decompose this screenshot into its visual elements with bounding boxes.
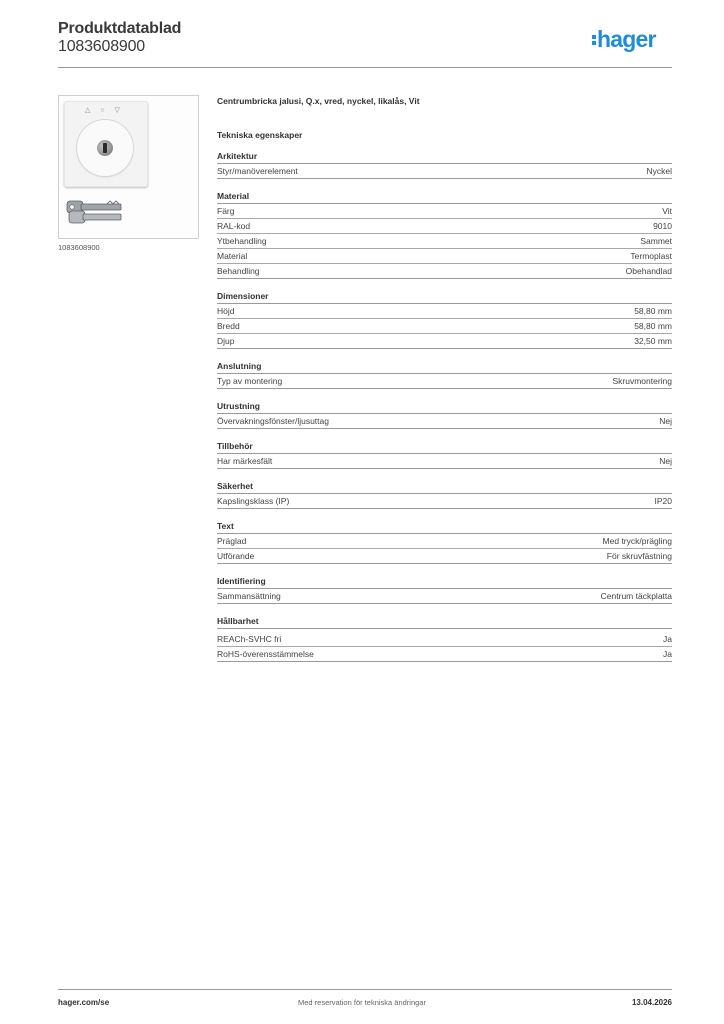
spec-section <box>217 400 672 429</box>
spec-value: Sammet <box>640 236 672 246</box>
spec-label: Höjd <box>217 306 235 316</box>
spec-row <box>217 374 672 389</box>
footer-date: 13.04.2026 <box>631 998 672 1007</box>
spec-label: RAL-kod <box>217 221 251 231</box>
spec-row <box>217 319 672 334</box>
plate-arrows: △ ○ ▽ <box>85 107 124 114</box>
spec-row <box>217 589 672 604</box>
footer-disclaimer: Med reservation för tekniska ändringar <box>298 998 426 1007</box>
spec-row <box>217 249 672 264</box>
spec-section <box>217 480 672 509</box>
spec-row <box>217 234 672 249</box>
technical-heading: Tekniska egenskaper <box>217 130 303 140</box>
spec-value: För skruvfästning <box>606 551 672 561</box>
product-description: Centrumbricka jalusi, Q.x, vred, nyckel, likalås, Vit <box>217 96 420 106</box>
spec-label: Utförande <box>217 551 255 561</box>
plate-ring <box>77 120 133 176</box>
cover-plate <box>64 101 148 187</box>
section-title: Text <box>217 520 672 534</box>
spec-value: Ja <box>663 649 672 659</box>
spec-value: 58,80 mm <box>634 321 672 331</box>
spec-row <box>217 454 672 469</box>
spec-label: Behandling <box>217 266 260 276</box>
spec-label: RoHS-överensstämmelse <box>217 649 314 659</box>
spec-section <box>217 615 672 662</box>
spec-row <box>217 534 672 549</box>
section-title: Arkitektur <box>217 150 672 164</box>
spec-row <box>217 647 672 662</box>
image-caption: 1083608900 <box>58 243 100 252</box>
spec-row <box>217 264 672 279</box>
section-title: Hållbarhet <box>217 615 672 629</box>
spec-section <box>217 440 672 469</box>
spec-label: Färg <box>217 206 235 216</box>
keyway-icon <box>103 143 107 153</box>
spec-row <box>217 204 672 219</box>
spec-value: 58,80 mm <box>634 306 672 316</box>
spec-value: Ja <box>663 634 672 644</box>
spec-row <box>217 632 672 647</box>
section-title: Utrustning <box>217 400 672 414</box>
page-title: Produktdatablad <box>58 20 182 37</box>
spec-row <box>217 304 672 319</box>
spec-value: IP20 <box>654 496 672 506</box>
spec-label: Har märkesfält <box>217 456 273 466</box>
spec-value: 9010 <box>653 221 672 231</box>
spec-row <box>217 334 672 349</box>
spec-label: Ytbehandling <box>217 236 267 246</box>
spec-section <box>217 520 672 564</box>
spec-label: REACh-SVHC fri <box>217 634 282 644</box>
spec-value: Termoplast <box>630 251 672 261</box>
header-divider <box>58 67 672 68</box>
spec-value: 32,50 mm <box>634 336 672 346</box>
spec-row <box>217 219 672 234</box>
spec-label: Styr/manöverelement <box>217 166 298 176</box>
spec-value: Nyckel <box>646 166 672 176</box>
hager-logo <box>592 28 656 51</box>
spec-section <box>217 360 672 389</box>
lock-cylinder-icon <box>97 140 113 156</box>
section-title: Material <box>217 190 672 204</box>
spec-section <box>217 150 672 179</box>
spec-row <box>217 549 672 564</box>
spec-value: Nej <box>659 416 672 426</box>
section-title: Anslutning <box>217 360 672 374</box>
spec-label: Präglad <box>217 536 247 546</box>
spec-row <box>217 414 672 429</box>
spec-value: Obehandlad <box>625 266 672 276</box>
product-image <box>58 95 199 239</box>
spec-label: Typ av montering <box>217 376 283 386</box>
spec-label: Bredd <box>217 321 240 331</box>
spec-table <box>217 150 672 673</box>
logo-mark-icon <box>592 41 596 45</box>
spec-value: Vit <box>662 206 672 216</box>
spec-section <box>217 575 672 604</box>
keys-icon <box>63 191 127 231</box>
spec-value: Skruvmontering <box>612 376 672 386</box>
section-title: Identifiering <box>217 575 672 589</box>
logo-text: hager <box>597 26 656 52</box>
spec-section <box>217 290 672 349</box>
spec-label: Djup <box>217 336 235 346</box>
section-title: Tillbehör <box>217 440 672 454</box>
product-number: 1083608900 <box>58 38 145 55</box>
spec-row <box>217 494 672 509</box>
spec-value: Nej <box>659 456 672 466</box>
spec-label: Material <box>217 251 248 261</box>
section-title: Dimensioner <box>217 290 672 304</box>
footer-website: hager.com/se <box>58 998 110 1007</box>
spec-value: Med tryck/prägling <box>602 536 672 546</box>
spec-label: Kapslingsklass (IP) <box>217 496 290 506</box>
footer-divider <box>58 989 672 990</box>
spec-value: Centrum täckplatta <box>600 591 672 601</box>
section-title: Säkerhet <box>217 480 672 494</box>
spec-label: Sammansättning <box>217 591 281 601</box>
spec-label: Övervakningsfönster/ljusuttag <box>217 416 329 426</box>
spec-section <box>217 190 672 279</box>
spec-row <box>217 164 672 179</box>
